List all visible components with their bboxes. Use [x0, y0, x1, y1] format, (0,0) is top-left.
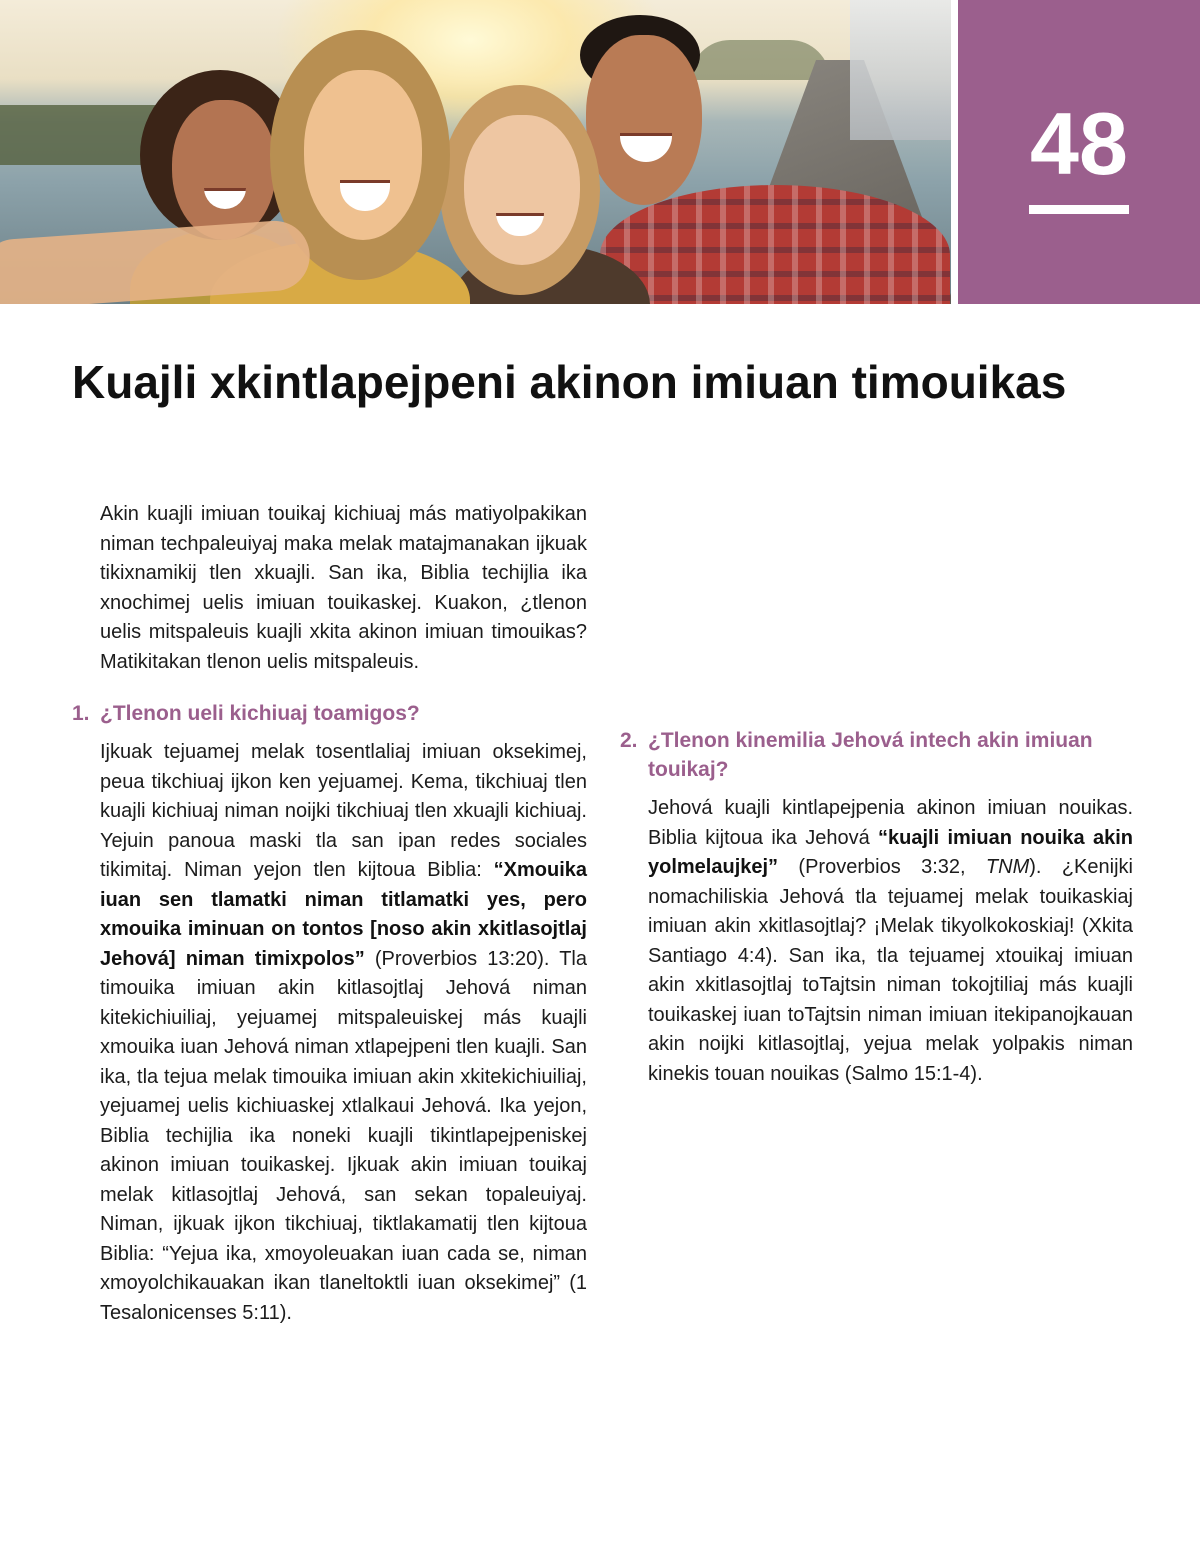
page-number: 48: [1030, 94, 1128, 193]
intro-paragraph: Akin kuajli imiuan touikaj kichiuaj más matiyolpakikan niman techpaleuiyaj maka melak matajmanakan ijkuak tikixnamikij tlen xkuajli. San ika, Biblia techijlia ika xnochimej uelis imiuan touikaskej. Kuakon, ¿tlenon uelis mitspaleuis kuajli xkita akinon imiuan timouikas? Matikitakan tlenon uelis mitspaleuis.: [100, 503, 587, 673]
photo-selfie-arm: [0, 219, 312, 304]
section-1-reference: (Proverbios 13:20).: [364, 947, 550, 970]
section-2-text-after: ¿Kenijki nomachiliskia Jehová tla tejuamej melak touikaskiaj imiuan akin xkitlasojtlaj? ¡Melak tikyolkokoskiaj! (Xkita Santiago 4:4). San ika, tla tejuamej xtouikaj imiuan akin xkitlasojtlaj toTajtsin niman tokojtiliaj más kuajli touikaskej iuan toTajtsin niman imiuan itekipanojkauan akin noijki kitlasojtlaj, yejua melak yolpakis niman kinekis touan nouikas (Salmo 15:1-4).: [648, 856, 1133, 1085]
section-1-text-after: Tla timouika imiuan akin kitlasojtlaj Jehová niman kitekichiuiliaj, yejuamej mitspaleuiskej más kuajli xmouika iuan Jehová niman xtlapejpeni tlen kuajli. San ika, tla tejua melak timouika imiuan akin xkitekichiuiliaj, yejuamej uelis kichiuaskej xtlalkaui Jehová. Ika yejon, Biblia techijlia ika noneki kuajli tikintlapejpeniskej akinon imiuan touikaskej. Ijkuak akin imiuan touikaj melak kitlasojtlaj Jehová, san sekan topaleuiyaj. Niman, ijkuak ijkon tikchiuaj, tiktlakamatij tlen kijtoua Biblia: “Yejua ika, xmoyoleuakan iuan cada se, niman xmoyolchikauakan ikan tlaneltoktli iuan oksekimej” (1 Tesalonicenses 5:11).: [100, 947, 588, 1324]
section-2-reference-after: ).: [1029, 856, 1042, 878]
section-2-quote: “kuajli imiuan nouika akin yolmelaujkej”: [648, 826, 1133, 878]
photo-boats: [850, 0, 951, 140]
section-2-heading: [620, 726, 1133, 784]
photo-hill-far: [690, 40, 830, 80]
right-column: [620, 500, 1133, 1089]
section-2-heading-text: ¿Tlenon kinemilia Jehová intech akin imiuan touikaj?: [648, 729, 1093, 781]
section-1-heading: [72, 699, 587, 728]
section-1-quote: “Xmouika iuan sen tlamatki niman titlamatki yes, pero xmouika iminuan on tontos [noso akin xkitlasojtlaj Jehová] niman timixpolos”: [100, 859, 587, 970]
header-photo: [0, 0, 951, 304]
section-2-number: 2.: [620, 729, 638, 752]
section-2-reference-italic: TNM: [985, 856, 1030, 878]
section-1-body: [72, 738, 587, 1328]
section-1-heading-text: ¿Tlenon ueli kichiuaj toamigos?: [100, 702, 420, 725]
section-2-reference-before: (Proverbios 3:32,: [778, 856, 986, 878]
page-number-tab: [958, 0, 1200, 304]
section-1-number: 1.: [72, 702, 90, 725]
page-title: Kuajli xkintlapejpeni akinon imiuan timouikas: [72, 356, 1067, 408]
left-column: [72, 500, 587, 1328]
section-2-body: [620, 794, 1133, 1089]
section-1-text-before: Ijkuak tejuamej melak tosentlaliaj imiuan oksekimej, peua tikchiuaj ijkon ken yejuamej. Kema, tikchiuaj tlen kuajli kichiuaj niman noijki tikchiuaj tlen xkuajli kichiuaj. Yejuin panoua maski tla san ipan redes sociales tikimitaj. Niman yejon tlen kijtoua Biblia:: [100, 741, 587, 881]
page-number-underline: [1029, 205, 1129, 214]
section-2-text-before: Jehová kuajli kintlapejpenia akinon imiuan nouikas. Biblia kijtoua ika Jehová: [648, 797, 1133, 849]
